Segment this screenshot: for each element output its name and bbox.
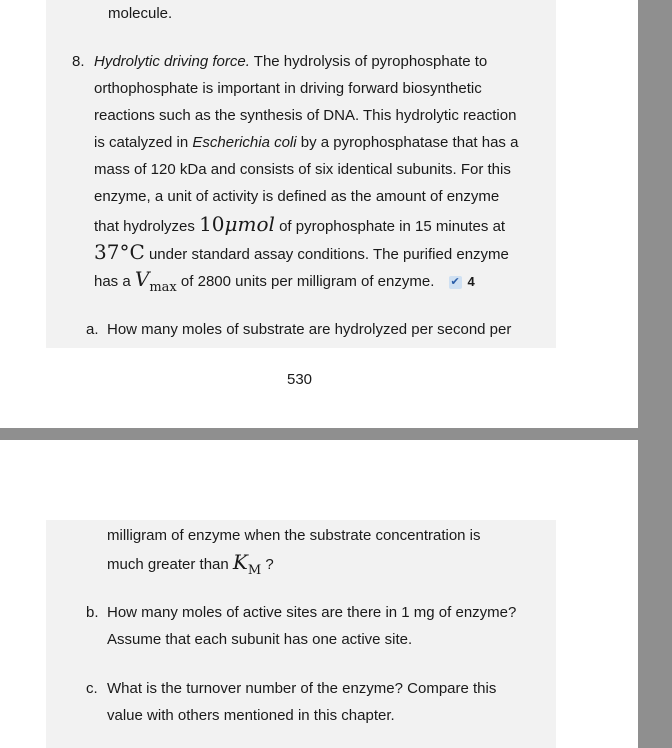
question-c-line-1: What is the turnover number of the enzyme? Compare this (107, 680, 497, 697)
problem-line-9: has a Vmax of 2800 units per milligram of enzyme. ✔ 4 (94, 267, 475, 295)
question-a-line-3: much greater than KM ? (107, 550, 274, 578)
problem-line-6: enzyme, a unit of activity is defined as the amount of enzyme (94, 188, 500, 205)
problem-line-7: that hydrolyzes 10μmol of pyrophosphate in 15 minutes at (94, 212, 506, 236)
math-unit: μmol (224, 212, 275, 236)
problem-score: 4 (467, 274, 475, 289)
problem-line-4: is catalyzed in Escherichia coli by a pyrophosphatase that has a (94, 134, 519, 151)
question-a-line-1: How many moles of substrate are hydrolyzed per second per (107, 321, 512, 338)
math-amount: 10 (199, 212, 225, 236)
problem-line-5: mass of 120 kDa and consists of six identical subunits. For this (94, 161, 511, 178)
page-separator (0, 428, 638, 440)
next-page (0, 440, 638, 748)
problem-line-2: orthophosphate is important in driving forward biosynthetic (94, 80, 482, 97)
problem-line-8: 37°C under standard assay conditions. The purified enzyme (94, 240, 509, 264)
math-v-subscript: max (149, 280, 177, 295)
math-temperature: 37° (94, 240, 130, 264)
question-c-label: c. (86, 680, 98, 697)
math-celsius: C (129, 240, 145, 264)
page-number: 530 (287, 371, 313, 388)
problem-number: 8. (72, 53, 85, 70)
question-b-label: b. (86, 604, 99, 621)
question-a-line-2: milligram of enzyme when the substrate concentration is (107, 527, 481, 544)
previous-fragment: molecule. (108, 5, 173, 22)
math-v: V (134, 267, 150, 291)
checkbox-checked-icon[interactable]: ✔ (450, 275, 460, 288)
problem-line-3: reactions such as the synthesis of DNA. This hydrolytic reaction (94, 107, 517, 124)
problem-title: Hydrolytic driving force. (94, 53, 250, 70)
viewer-gutter-right (638, 0, 672, 748)
math-k: K (232, 550, 248, 574)
problem-line-1: Hydrolytic driving force. The hydrolysis of pyrophosphate to (94, 53, 488, 70)
question-a-label: a. (86, 321, 99, 338)
math-k-subscript: M (247, 563, 262, 578)
question-b-line-1: How many moles of active sites are there in 1 mg of enzyme? (107, 604, 517, 621)
question-b-line-2: Assume that each subunit has one active site. (107, 631, 413, 648)
organism-name: Escherichia coli (192, 134, 297, 151)
question-c-line-2: value with others mentioned in this chapter. (107, 707, 395, 724)
